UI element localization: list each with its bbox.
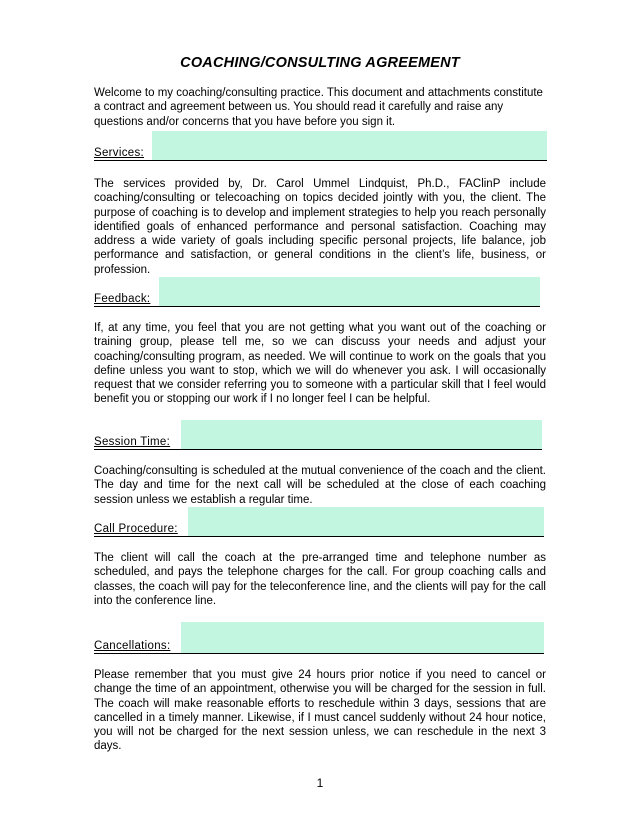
- feedback-label: Feedback:: [94, 293, 151, 305]
- cancellations-label: Cancellations:: [94, 640, 171, 652]
- page-number: 1: [316, 776, 324, 790]
- call-procedure-label: Call Procedure:: [94, 523, 178, 535]
- services-label: Services:: [94, 147, 144, 159]
- feedback-input[interactable]: [159, 277, 540, 306]
- call-procedure-paragraph: The client will call the coach at the pre-arranged time and telephone number as scheduled, and pays the telephone charges for the call. For group coaching calls and classes, the coach will pay for the teleconference line, and the clients will pay for the call into the conference line.: [94, 552, 546, 607]
- intro-paragraph: Welcome to my coaching/consulting practice. This document and attachments constitute a contract and agreement between us. You should read it carefully and raise any questions and/or concerns that you have before you sign it.: [94, 87, 543, 128]
- services-input[interactable]: [152, 131, 547, 160]
- cancellations-input[interactable]: [181, 622, 544, 653]
- services-field-row: [94, 138, 547, 161]
- feedback-paragraph: If, at any time, you feel that you are not getting what you want out of the coaching or training group, please tell me, so we can discuss your needs and adjust your coaching/consulting program, as needed. We will continue to work on the goals that you define unless you want to stop, which we will do whenever you ask. I will occasionally request that we consider referring you to someone with a particular skill that I feel would benefit you or stopping our work if I no longer feel I can be helpful.: [94, 322, 546, 406]
- session-time-label: Session Time:: [94, 436, 171, 448]
- services-paragraph: The services provided by, Dr. Carol Ummel Lindquist, Ph.D., FAClinP include coaching/consulting or telecoaching on topics decided jointly with you, the client. The purpose of coaching is to develop and implement strategies to help you reach personally identified goals of enhanced performance and personal satisfaction. Coaching may address a wide variety of goals including specific personal projects, life balance, job performance and satisfaction, or general conditions in the client’s life, business, or profession.: [94, 178, 546, 276]
- call-procedure-field-row: [94, 514, 544, 537]
- document-title: COACHING/CONSULTING AGREEMENT: [180, 55, 460, 71]
- call-procedure-input[interactable]: [188, 507, 544, 536]
- feedback-field-row: [94, 284, 540, 307]
- cancellations-paragraph: Please remember that you must give 24 hours prior notice if you need to cancel or change the time of an appointment, otherwise you will be charged for the session in full. The coach will make reasonable efforts to reschedule within 3 days, sessions that are cancelled in a timely manner. Likewise, if I must cancel suddenly without 24 hour notice, you will not be charged for the next session unless, we can reschedule in the next 3 days.: [94, 669, 546, 753]
- session-time-field-row: [94, 427, 542, 450]
- cancellations-field-row: [94, 631, 544, 654]
- session-time-paragraph: Coaching/consulting is scheduled at the mutual convenience of the coach and the client. The day and time for the next call will be scheduled at the close of each coaching session unless we establish a regular time.: [94, 465, 546, 506]
- session-time-input[interactable]: [181, 420, 542, 449]
